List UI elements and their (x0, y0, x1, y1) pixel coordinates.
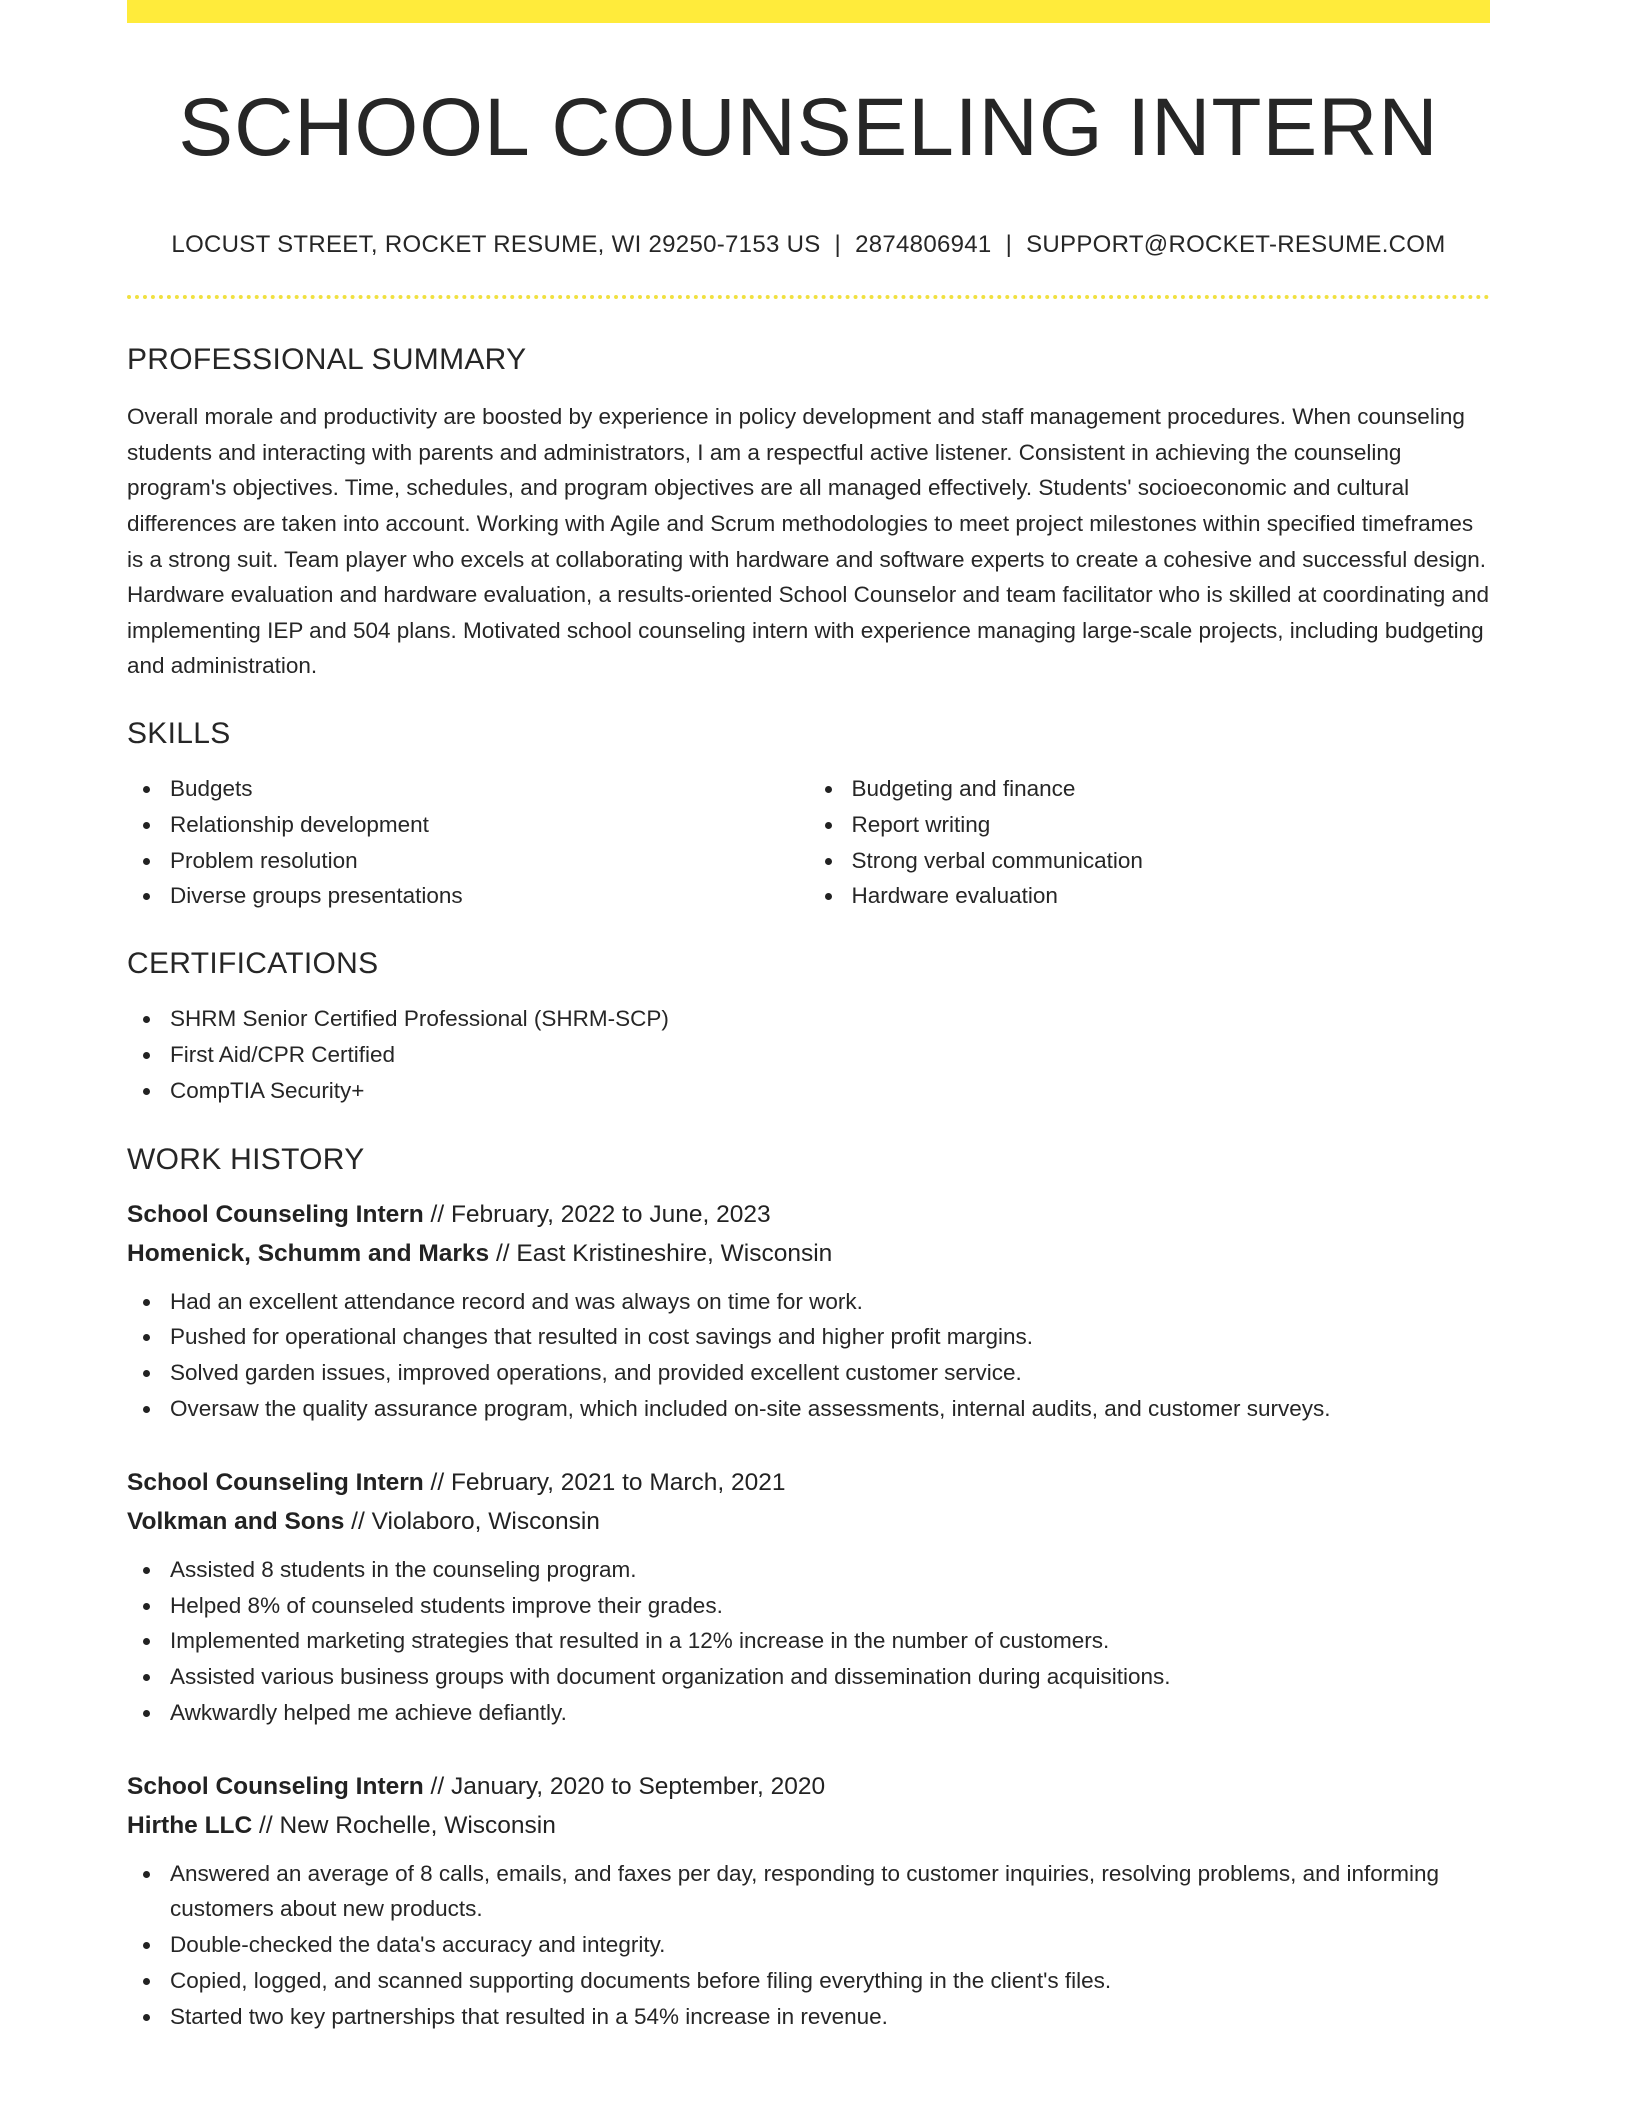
job-bullet: Awkwardly helped me achieve defiantly. (127, 1695, 1490, 1731)
dotted-divider (127, 295, 1490, 299)
skill-item: Diverse groups presentations (127, 878, 809, 914)
job-bullet: Pushed for operational changes that resulted in cost savings and higher profit margins. (127, 1319, 1490, 1355)
job-entry (127, 1767, 1490, 2035)
job-bullet: Assisted various business groups with document organization and dissemination during acquisitions. (127, 1659, 1490, 1695)
separator: | (1005, 231, 1013, 259)
job-role: School Counseling Intern (127, 1200, 424, 1228)
certifications-heading: CERTIFICATIONS (127, 947, 379, 981)
job-company: Homenick, Schumm and Marks (127, 1239, 490, 1267)
certification-item: SHRM Senior Certified Professional (SHRM-SCP) (127, 1001, 1490, 1037)
skill-item: Strong verbal communication (809, 843, 1491, 879)
skill-item: Report writing (809, 807, 1491, 843)
skills-list (127, 771, 1490, 914)
skill-item: Problem resolution (127, 843, 809, 879)
job-bullet: Answered an average of 8 calls, emails, and faxes per day, responding to customer inquiries, resolving problems, and informing customers about new products. (127, 1856, 1490, 1928)
job-bullet: Copied, logged, and scanned supporting documents before filing everything in the client's files. (127, 1963, 1490, 1999)
job-title-line (127, 1195, 1490, 1234)
job-location: // Violaboro, Wisconsin (344, 1507, 600, 1535)
skills-column-right (809, 771, 1491, 914)
certifications-list (127, 1001, 1490, 1108)
job-bullet: Started two key partnerships that resulted in a 54% increase in revenue. (127, 1999, 1490, 2035)
skill-item: Hardware evaluation (809, 878, 1491, 914)
job-dates: // February, 2021 to March, 2021 (423, 1468, 786, 1496)
address: LOCUST STREET, ROCKET RESUME, WI 29250-7153 US (171, 231, 821, 259)
job-title-line (127, 1463, 1490, 1502)
job-dates: // February, 2022 to June, 2023 (423, 1200, 771, 1228)
job-company-line (127, 1806, 1490, 1845)
work-history-heading: WORK HISTORY (127, 1142, 365, 1176)
job-company: Volkman and Sons (127, 1507, 345, 1535)
job-bullet: Implemented marketing strategies that resulted in a 12% increase in the number of customers. (127, 1623, 1490, 1659)
job-bullet: Solved garden issues, improved operations, and provided excellent customer service. (127, 1355, 1490, 1391)
job-role: School Counseling Intern (127, 1772, 424, 1800)
job-location: // New Rochelle, Wisconsin (252, 1811, 556, 1839)
job-location: // East Kristineshire, Wisconsin (489, 1239, 833, 1267)
job-entry (127, 1463, 1490, 1731)
job-title-line (127, 1767, 1490, 1806)
job-company-line (127, 1502, 1490, 1541)
skill-item: Relationship development (127, 807, 809, 843)
summary-heading: PROFESSIONAL SUMMARY (127, 343, 527, 377)
resume-page (127, 0, 1490, 2035)
job-role: School Counseling Intern (127, 1468, 424, 1496)
contact-line (127, 231, 1490, 259)
separator: | (834, 231, 842, 259)
certification-item: First Aid/CPR Certified (127, 1037, 1490, 1073)
job-bullets (127, 1284, 1490, 1427)
accent-bar (127, 0, 1490, 23)
resume-title: SCHOOL COUNSELING INTERN (178, 82, 1439, 173)
certification-item: CompTIA Security+ (127, 1073, 1490, 1109)
job-bullets (127, 1856, 1490, 2035)
job-bullet: Assisted 8 students in the counseling program. (127, 1552, 1490, 1588)
skill-item: Budgeting and finance (809, 771, 1491, 807)
job-bullet: Oversaw the quality assurance program, which included on-site assessments, internal audits, and customer surveys. (127, 1391, 1490, 1427)
skills-heading: SKILLS (127, 716, 231, 750)
job-entry (127, 1195, 1490, 1427)
job-bullet: Had an excellent attendance record and was always on time for work. (127, 1284, 1490, 1320)
job-company: Hirthe LLC (127, 1811, 253, 1839)
job-dates: // January, 2020 to September, 2020 (423, 1772, 826, 1800)
job-bullet: Double-checked the data's accuracy and integrity. (127, 1927, 1490, 1963)
summary-text: Overall morale and productivity are boosted by experience in policy development and staff management procedures. When counseling students and interacting with parents and administrators, I am a respectful active listener. Consistent in achieving the counseling program's objectives. Time, schedules, and program objectives are all managed effectively. Students' socioeconomic and cultural differences are taken into account. Working with Agile and Scrum methodologies to meet project milestones within specified timeframes is a strong suit. Team player who excels at collaborating with hardware and software experts to create a cohesive and successful design. Hardware evaluation and hardware evaluation, a results-oriented School Counselor and team facilitator who is skilled at coordinating and implementing IEP and 504 plans. Motivated school counseling intern with experience managing large-scale projects, including budgeting and administration. (127, 404, 1490, 679)
email: SUPPORT@ROCKET-RESUME.COM (1026, 231, 1446, 259)
skill-item: Budgets (127, 771, 809, 807)
job-company-line (127, 1234, 1490, 1273)
phone: 2874806941 (855, 231, 992, 259)
skills-column-left (127, 771, 809, 914)
job-bullet: Helped 8% of counseled students improve their grades. (127, 1588, 1490, 1624)
job-bullets (127, 1552, 1490, 1731)
